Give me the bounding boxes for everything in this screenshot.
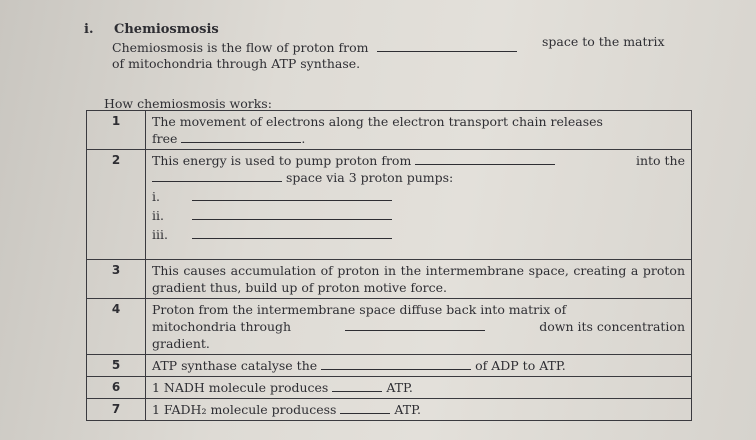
- answer-blank[interactable]: [192, 207, 392, 220]
- pump-label: iii.: [152, 227, 168, 242]
- pump-item: [152, 226, 685, 243]
- row-number: 2: [87, 150, 146, 260]
- row-number: 3: [87, 260, 146, 299]
- row-number: 1: [87, 111, 146, 150]
- row-text: space via 3 proton pumps:: [285, 170, 454, 185]
- table-row: [87, 355, 692, 377]
- answer-blank[interactable]: [321, 357, 471, 370]
- row-text: into the: [635, 153, 685, 168]
- table-row: [87, 377, 692, 399]
- section-title: Chemiosmosis: [114, 22, 219, 37]
- pump-label: ii.: [152, 208, 164, 223]
- row-text: down its concentration: [539, 319, 685, 334]
- row-content: [146, 299, 692, 355]
- section-heading: [84, 22, 219, 37]
- answer-blank[interactable]: [345, 318, 485, 331]
- table-row: [87, 150, 692, 260]
- row-content: [146, 377, 692, 399]
- row-number: 6: [87, 377, 146, 399]
- row-text: This energy is used to pump proton from: [152, 153, 412, 168]
- row-text: 1 NADH molecule produces: [152, 380, 329, 395]
- answer-blank[interactable]: [415, 152, 555, 165]
- intro-text-end: of mitochondria through ATP synthase.: [112, 56, 361, 71]
- intro-paragraph: [112, 34, 665, 72]
- row-number: 4: [87, 299, 146, 355]
- how-title: How chemiosmosis works:: [104, 96, 272, 111]
- row-content: [146, 150, 692, 260]
- row-text: The movement of electrons along the electron transport chain releases: [152, 114, 603, 129]
- table-row: [87, 260, 692, 299]
- answer-blank[interactable]: [152, 169, 282, 182]
- answer-blank[interactable]: [340, 401, 390, 414]
- row-text: of ADP to ATP.: [475, 358, 566, 373]
- row-content: [146, 111, 692, 150]
- answer-blank[interactable]: [192, 226, 392, 239]
- row-number: 7: [87, 399, 146, 421]
- row-text: ATP synthase catalyse the: [152, 358, 318, 373]
- row-text: 1 FADH₂ molecule producess: [152, 402, 337, 417]
- section-number: i.: [84, 22, 94, 37]
- steps-table: [86, 110, 692, 421]
- row-text: .: [301, 131, 306, 146]
- answer-blank[interactable]: [181, 130, 301, 143]
- pump-item: [152, 188, 685, 205]
- row-text: ATP.: [394, 402, 421, 417]
- row-text: ATP.: [386, 380, 413, 395]
- row-content: [146, 399, 692, 421]
- table-row: [87, 399, 692, 421]
- pump-item: [152, 207, 685, 224]
- row-number: 5: [87, 355, 146, 377]
- answer-blank[interactable]: [332, 379, 382, 392]
- table-row: [87, 299, 692, 355]
- row-text: mitochondria through: [152, 319, 292, 334]
- intro-text-start: Chemiosmosis is the flow of proton from: [112, 40, 369, 55]
- row-text: This causes accumulation of proton in the intermembrane space, creating a proton gradient thus, build up of proton motive force.: [146, 260, 692, 299]
- intro-text-tail: space to the matrix: [542, 34, 665, 49]
- table-row: [87, 111, 692, 150]
- row-text: Proton from the intermembrane space diffuse back into matrix of: [152, 302, 567, 317]
- row-text: free: [152, 131, 178, 146]
- answer-blank-intro[interactable]: [377, 51, 517, 52]
- row-content: [146, 355, 692, 377]
- row-text: gradient.: [152, 336, 210, 351]
- answer-blank[interactable]: [192, 188, 392, 201]
- pump-label: i.: [152, 189, 160, 204]
